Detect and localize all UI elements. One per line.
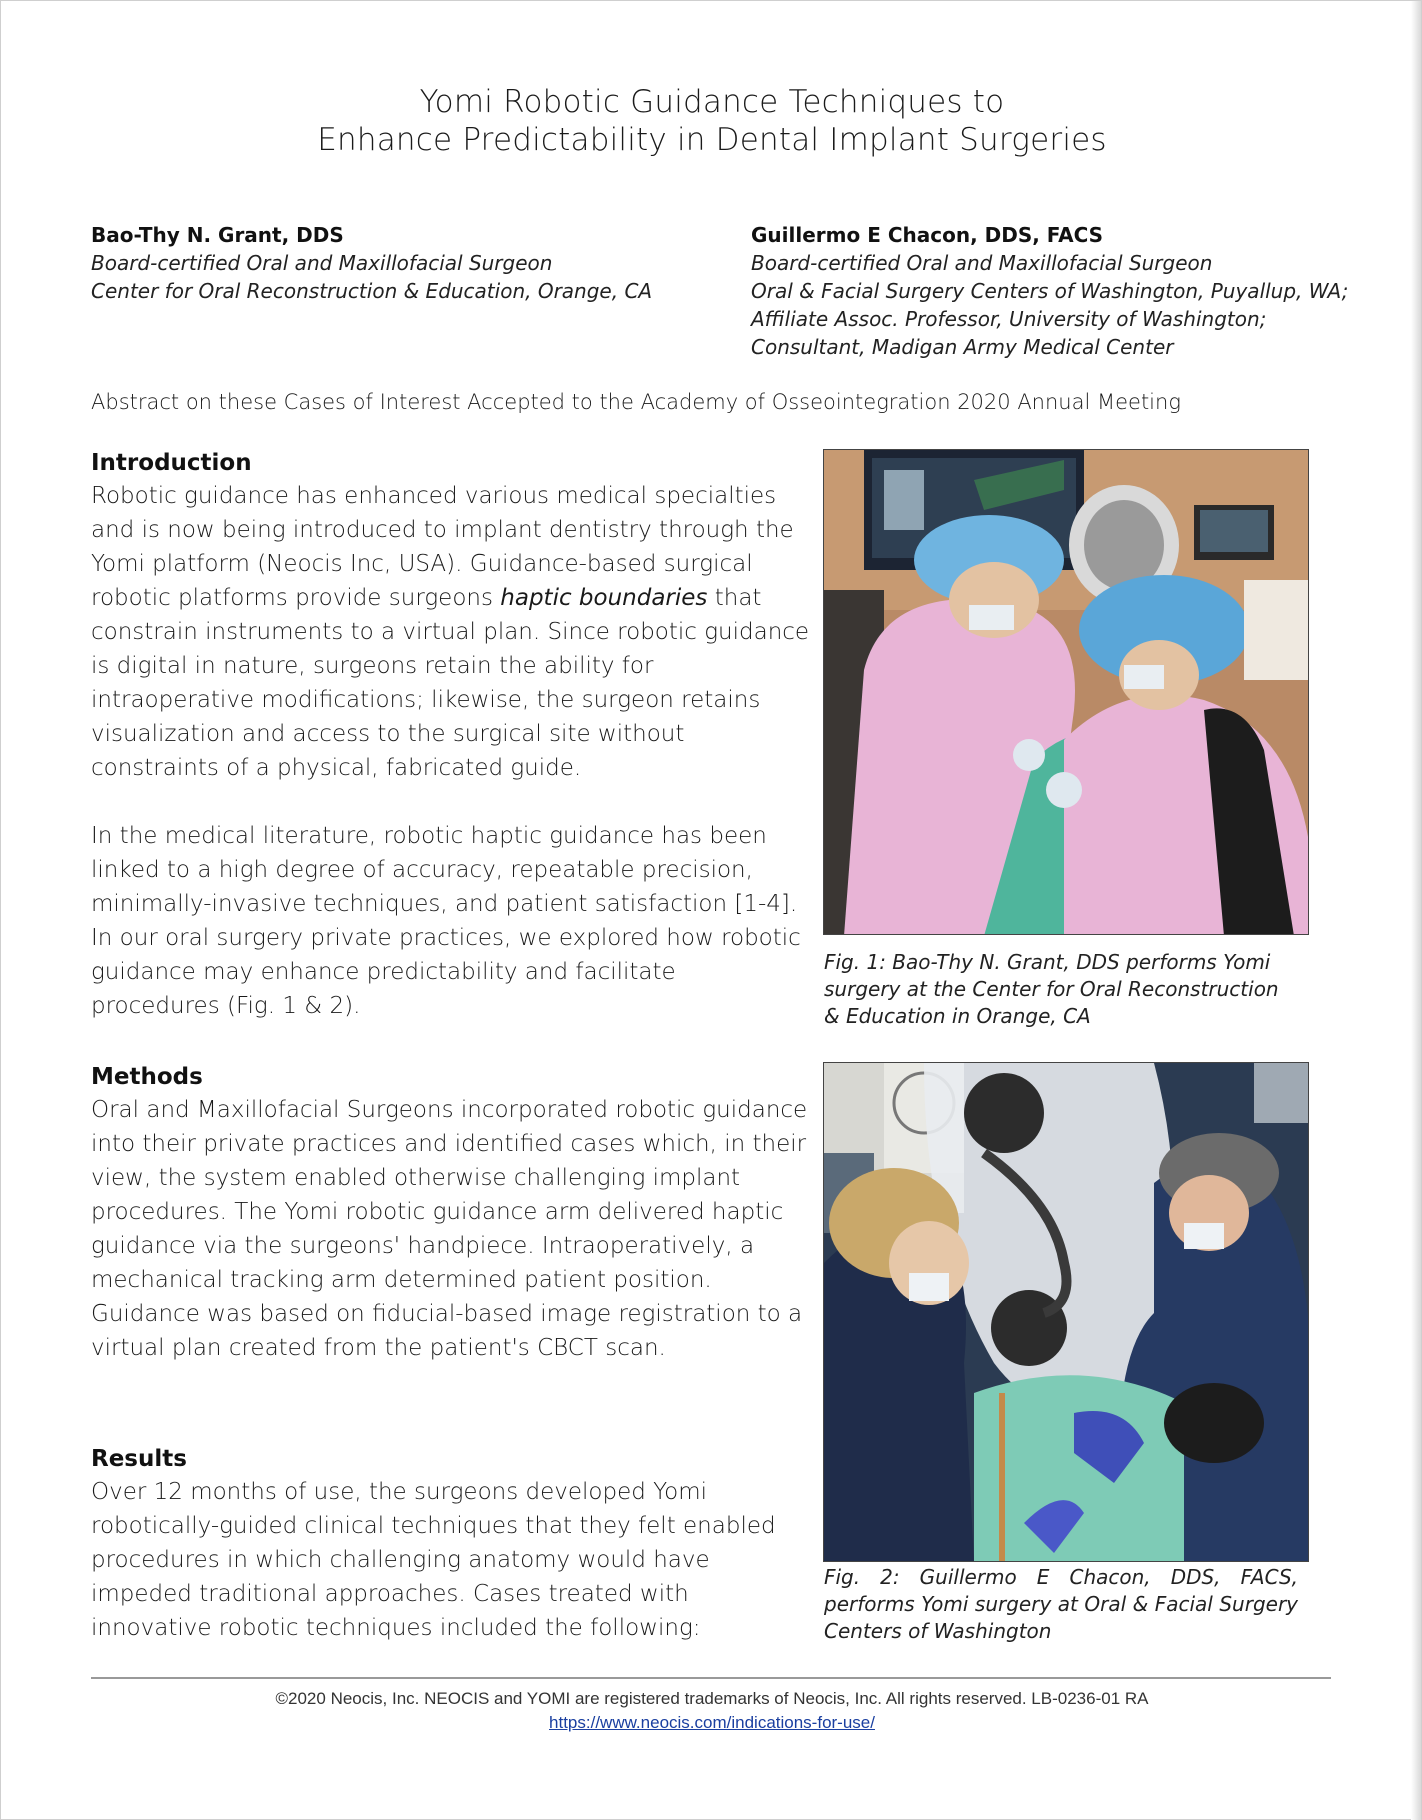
title-line-2: Enhance Predictability in Dental Implant Surgeries (317, 122, 1107, 158)
introduction-paragraph-2: In the medical literature, robotic haptic guidance has been linked to a high degree of accuracy, repeatable precision, minimally-invasive techniques, and patient satisfaction [1-4]. In our oral surgery private practices, we explored how robotic guidance may enhance predictability and facilitate procedures (Fig. 1 & 2). (91, 823, 801, 1019)
figure-1-photo (823, 449, 1309, 935)
author-affiliation: Oral & Facial Surgery Centers of Washington, Puyallup, WA; (751, 279, 1349, 303)
title-line-1: Yomi Robotic Guidance Techniques to (419, 84, 1005, 120)
introduction-section (91, 447, 811, 1023)
emphasis-text: haptic boundaries (500, 585, 708, 611)
surgery-photo-illustration (824, 1063, 1309, 1562)
methods-paragraph: Oral and Maxillofacial Surgeons incorporated robotic guidance into their private practices and identified cases which, in their view, the system enabled otherwise challenging implant procedures. The Yomi robotic guidance arm delivered haptic guidance via the surgeons' handpiece. Intraoperatively, a mechanical tracking arm determined patient position. Guidance was based on fiducial-based image registration to a virtual plan created from the patient's CBCT scan. (91, 1097, 808, 1361)
page-title (1, 83, 1422, 159)
author-affiliation: Board-certified Oral and Maxillofacial Surgeon (91, 251, 553, 275)
author-block-chacon (751, 221, 1391, 361)
surgery-photo-illustration (824, 450, 1309, 935)
results-paragraph: Over 12 months of use, the surgeons developed Yomi robotically-guided clinical techniques that they felt enabled procedures in which challenging anatomy would have impeded traditional approaches. Cases treated with innovative robotic techniques included the following: (91, 1479, 776, 1641)
indications-link[interactable]: https://www.neocis.com/indications-for-use/ (549, 1713, 875, 1732)
footer-divider (91, 1677, 1331, 1679)
author-affiliation: Board-certified Oral and Maxillofacial Surgeon (751, 251, 1213, 275)
results-section (91, 1443, 811, 1645)
author-block-grant (91, 221, 711, 305)
abstract-note: Abstract on these Cases of Interest Accepted to the Academy of Osseointegration 2020 Annual Meeting (91, 390, 1181, 414)
author-name: Bao-Thy N. Grant, DDS (91, 223, 344, 247)
figure-2-photo (823, 1062, 1309, 1562)
figure-2-caption: Fig. 2: Guillermo E Chacon, DDS, FACS, performs Yomi surgery at Oral & Facial Surgery Centers of Washington (824, 1565, 1298, 1643)
copyright-notice: ©2020 Neocis, Inc. NEOCIS and YOMI are registered trademarks of Neocis, Inc. All rights reserved. LB-0236-01 RA (275, 1689, 1149, 1708)
author-affiliation: Consultant, Madigan Army Medical Center (751, 335, 1174, 359)
author-name: Guillermo E Chacon, DDS, FACS (751, 223, 1104, 247)
page-footer (1, 1687, 1422, 1735)
section-heading: Methods (91, 1064, 203, 1090)
author-affiliation: Center for Oral Reconstruction & Education, Orange, CA (91, 279, 653, 303)
author-affiliation: Affiliate Assoc. Professor, University of Washington; (751, 307, 1267, 331)
introduction-paragraph-1: Robotic guidance has enhanced various medical specialties and is now being introduced to implant dentistry through the Yomi platform (Neocis Inc, USA). Guidance-based surgical robotic platforms provide surgeons haptic boundaries that constrain instruments to a virtual plan. Since robotic guidance is digital in nature, surgeons retain the ability for intraoperative modifications; likewise, the surgeon retains visualization and access to the surgical site without constraints of a physical, fabricated guide. (91, 483, 810, 781)
section-heading: Introduction (91, 450, 252, 476)
methods-section (91, 1061, 811, 1365)
page-edge-shadow (1411, 1, 1421, 1820)
section-heading: Results (91, 1446, 187, 1472)
figure-1-caption: Fig. 1: Bao-Thy N. Grant, DDS performs Yomi surgery at the Center for Oral Reconstruction & Education in Orange, CA (824, 950, 1279, 1028)
